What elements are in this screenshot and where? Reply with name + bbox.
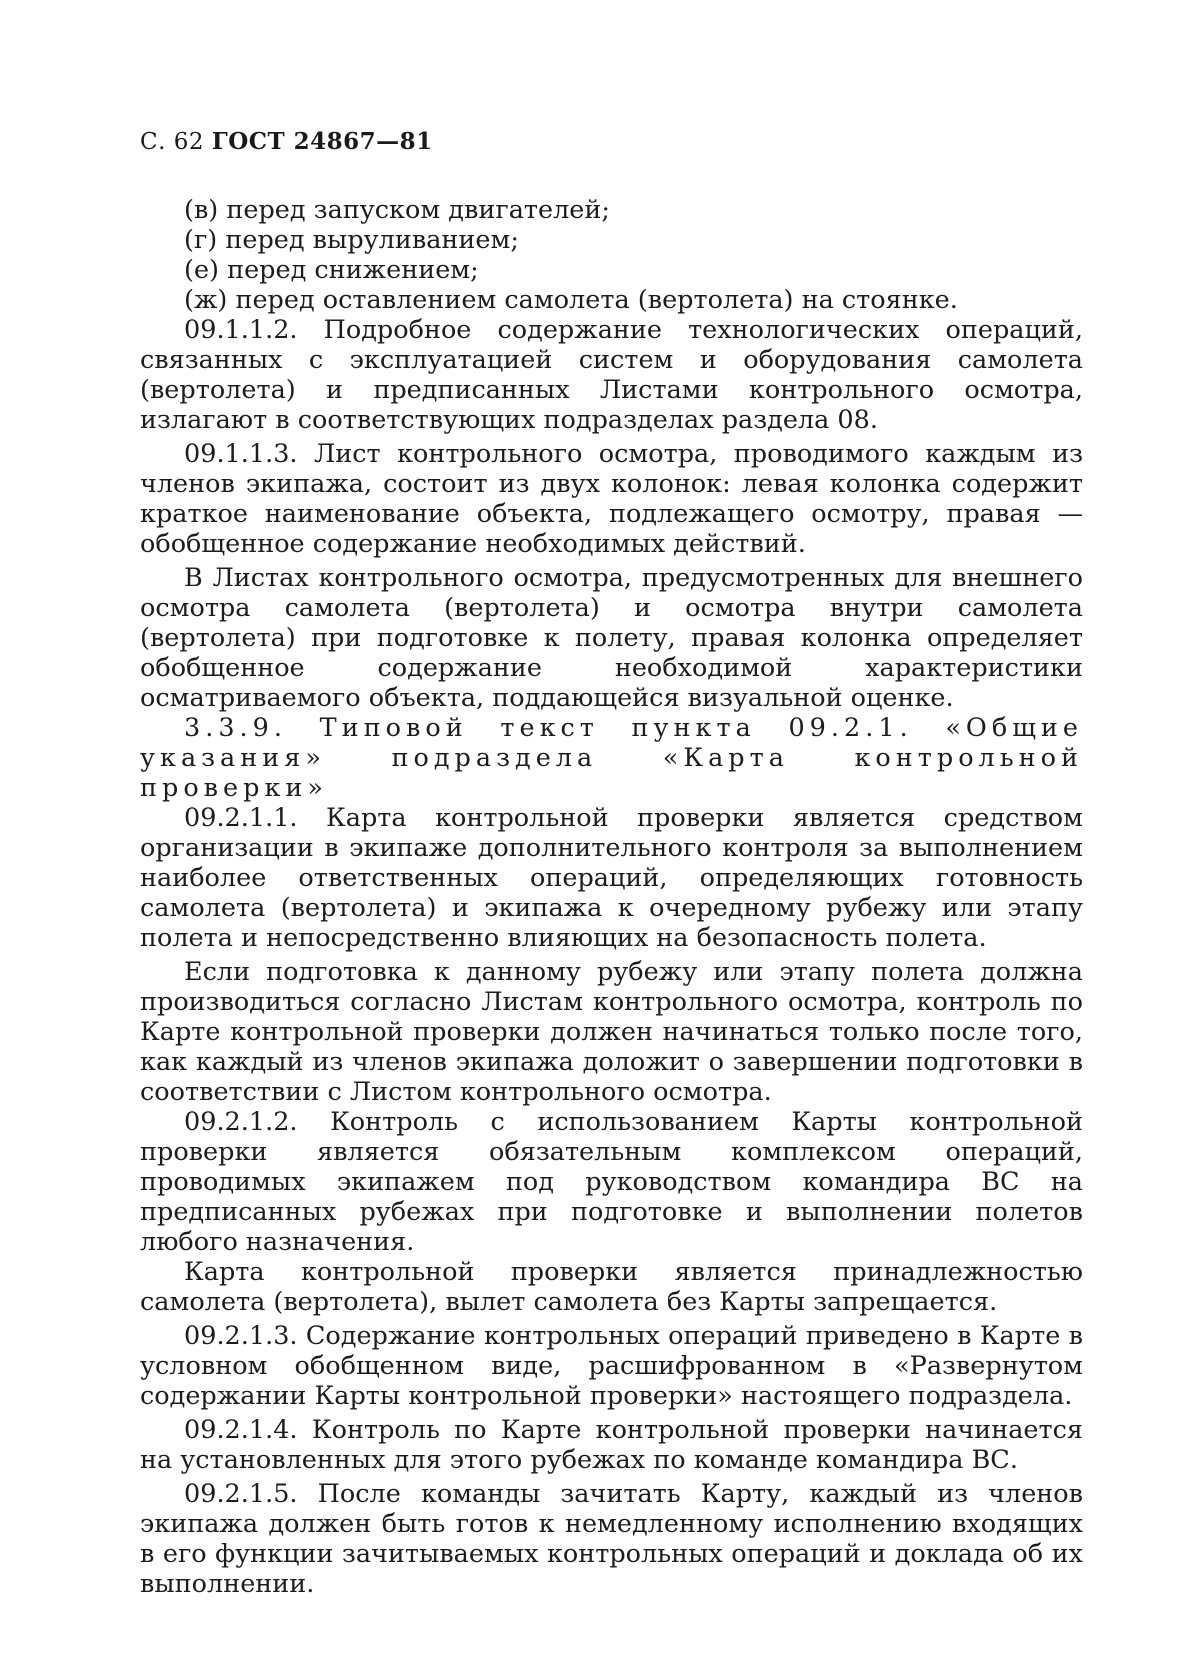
paragraph: Если подготовка к данному рубежу или этапу полета должна производиться согласно Листам контрольного осмотра, контроль по Карте контрольной проверки должен начинаться только после того, как каждый из членов экипажа доложит о завершении подготовки в соответствии с Листом контрольного осмотра.: [140, 957, 1083, 1107]
paragraph: 09.2.1.2. Контроль с использованием Карты контрольной проверки является обязательным комплексом операций, проводимых экипажем под руководством командира ВС на предписанных рубежах при подготовке и выполнении полетов любого назначения.: [140, 1107, 1083, 1257]
paragraph: 09.1.1.2. Подробное содержание технологических операций, связанных с эксплуатацией систем и оборудования самолета (вертолета) и предписанных Листами контрольного осмотра, излагают в соответствующих подразделах раздела 08.: [140, 315, 1083, 435]
list-item: (в) перед запуском двигателей;: [184, 195, 610, 225]
paragraph: 09.2.1.3. Содержание контрольных операций приведено в Карте в условном обобщенном виде, расшифрованном в «Развернутом содержании Карты контрольной проверки» настоящего подраздела.: [140, 1321, 1083, 1411]
standard-designation: ГОСТ 24867—81: [211, 128, 433, 155]
list-item: (г) перед выруливанием;: [184, 225, 519, 255]
paragraph: Карта контрольной проверки является принадлежностью самолета (вертолета), вылет самолета без Карты запрещается.: [140, 1257, 1083, 1317]
paragraph: 09.1.1.3. Лист контрольного осмотра, проводимого каждым из членов экипажа, состоит из двух колонок: левая колонка содержит краткое наименование объекта, подлежащего осмотру, правая — обобщенное содержание необходимых действий.: [140, 439, 1083, 559]
page-number: С. 62: [140, 129, 204, 155]
list-item: (е) перед снижением;: [184, 255, 479, 285]
paragraph: 09.2.1.4. Контроль по Карте контрольной проверки начинается на установленных для этого рубежах по команде командира ВС.: [140, 1415, 1083, 1475]
document-body: [140, 195, 1083, 1599]
section-heading: 3.3.9. Типовой текст пункта 09.2.1. «Общие указания» подраздела «Карта контрольной проверки»: [140, 713, 1083, 803]
page-header: [140, 128, 1083, 155]
list-item: (ж) перед оставлением самолета (вертолета) на стоянке.: [184, 285, 958, 315]
paragraph: 09.2.1.1. Карта контрольной проверки является средством организации в экипаже дополнительного контроля за выполнением наиболее ответственных операций, определяющих готовность самолета (вертолета) и экипажа к очередному рубежу или этапу полета и непосредственно влияющих на безопасность полета.: [140, 803, 1083, 953]
paragraph: 09.2.1.5. После команды зачитать Карту, каждый из членов экипажа должен быть готов к немедленному исполнению входящих в его функции зачитываемых контрольных операций и доклада об их выполнении.: [140, 1479, 1083, 1599]
paragraph: В Листах контрольного осмотра, предусмотренных для внешнего осмотра самолета (вертолета) и осмотра внутри самолета (вертолета) при подготовке к полету, правая колонка определяет обобщенное содержание необходимой характеристики осматриваемого объекта, поддающейся визуальной оценке.: [140, 563, 1083, 713]
